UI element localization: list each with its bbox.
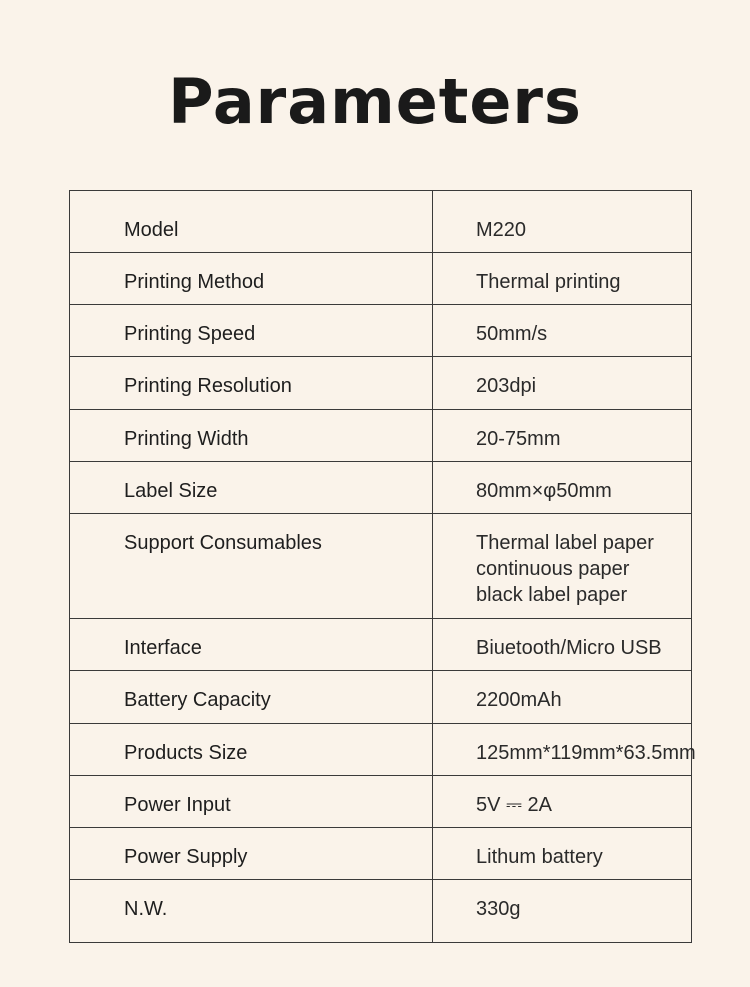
parameter-value-line: Thermal label paper bbox=[476, 532, 654, 554]
parameter-value-line: 20-75mm bbox=[476, 428, 561, 450]
parameter-name: Support Consumables bbox=[70, 514, 433, 619]
parameter-name: Power Supply bbox=[70, 828, 433, 880]
parameter-value-line: 203dpi bbox=[476, 375, 537, 397]
table-row bbox=[70, 724, 692, 776]
parameter-value bbox=[433, 191, 692, 253]
parameter-value-line: M220 bbox=[476, 219, 527, 241]
parameter-value bbox=[433, 776, 692, 828]
parameter-value-line: Lithum battery bbox=[476, 846, 603, 868]
parameter-value-line: Biuetooth/Micro USB bbox=[476, 637, 662, 659]
parameter-name: Printing Speed bbox=[70, 305, 433, 357]
parameter-name: Power Input bbox=[70, 776, 433, 828]
parameter-value-line: 50mm/s bbox=[476, 323, 548, 345]
parameter-value bbox=[433, 357, 692, 410]
table-row bbox=[70, 191, 692, 253]
parameter-value bbox=[433, 828, 692, 880]
parameter-value-line: 330g bbox=[476, 898, 521, 920]
parameter-value bbox=[433, 305, 692, 357]
parameter-value-line: 125mm*119mm*63.5mm bbox=[476, 742, 696, 764]
parameters-table bbox=[69, 190, 696, 943]
parameter-value bbox=[433, 619, 692, 671]
table-row bbox=[70, 514, 692, 619]
parameter-name: Printing Resolution bbox=[70, 357, 433, 410]
table-row bbox=[70, 357, 692, 410]
page-title: Parameters bbox=[168, 65, 582, 138]
table-row bbox=[70, 671, 692, 724]
parameter-name: Products Size bbox=[70, 724, 433, 776]
parameter-name: Battery Capacity bbox=[70, 671, 433, 724]
parameter-value bbox=[433, 253, 692, 305]
parameter-value-line: black label paper bbox=[476, 584, 628, 606]
parameter-value-line: 80mm×φ50mm bbox=[476, 480, 612, 502]
parameter-value-line: 2200mAh bbox=[476, 689, 562, 711]
parameter-name: Printing Width bbox=[70, 410, 433, 462]
parameter-value bbox=[433, 880, 692, 943]
parameter-value-line: Thermal printing bbox=[476, 271, 621, 293]
table-row bbox=[70, 619, 692, 671]
parameter-value bbox=[433, 462, 692, 514]
parameter-name: Interface bbox=[70, 619, 433, 671]
table-row bbox=[70, 253, 692, 305]
parameter-value bbox=[433, 671, 692, 724]
parameter-name: Label Size bbox=[70, 462, 433, 514]
table-row bbox=[70, 880, 692, 943]
parameter-name: Model bbox=[70, 191, 433, 253]
table-row bbox=[70, 776, 692, 828]
table-row bbox=[70, 828, 692, 880]
table-row bbox=[70, 305, 692, 357]
parameter-value-line: continuous paper bbox=[476, 558, 630, 580]
table-row bbox=[70, 410, 692, 462]
table-row bbox=[70, 462, 692, 514]
parameter-value bbox=[433, 514, 692, 619]
parameter-name: N.W. bbox=[70, 880, 433, 943]
parameter-name: Printing Method bbox=[70, 253, 433, 305]
parameter-value bbox=[433, 724, 696, 776]
parameter-value bbox=[433, 410, 692, 462]
parameter-value-line: 5V ⎓ 2A bbox=[476, 794, 552, 816]
